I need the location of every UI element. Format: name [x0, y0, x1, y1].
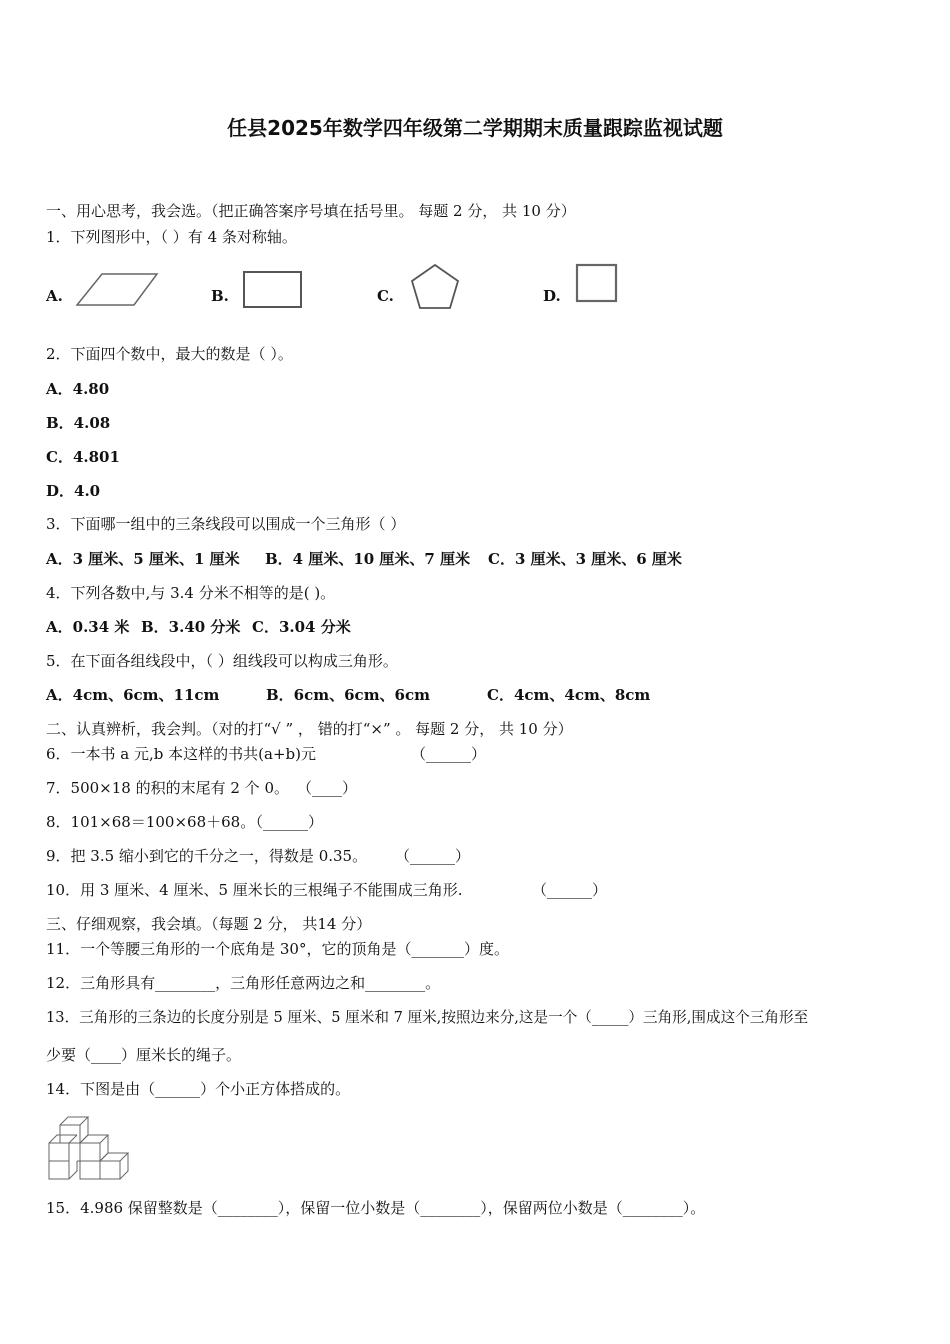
q3-option-a: A．3 厘米、5 厘米、1 厘米 — [46, 550, 240, 568]
rectangle-icon — [242, 270, 304, 310]
question-2: 2．下面四个数中，最大的数是（ ）。 — [46, 345, 293, 363]
q2-option-b: B．4.08 — [46, 414, 111, 432]
question-4: 4．下列各数中,与 3.4 分米不相等的是( )。 — [46, 584, 336, 602]
question-9: 9．把 3.5 缩小到它的千分之一，得数是 0.35。 — [46, 847, 368, 865]
question-3: 3．下面哪一组中的三条线段可以围成一个三角形（ ） — [46, 515, 406, 533]
q2-option-c: C．4.801 — [46, 448, 120, 466]
q5-option-c: C．4cm、4cm、8cm — [487, 686, 651, 704]
q1-option-b-label: B. — [211, 287, 229, 305]
q6-answer-slot[interactable]: （______） — [411, 745, 487, 763]
q9-answer-slot[interactable]: （______） — [395, 847, 471, 865]
q3-option-c: C．3 厘米、3 厘米、6 厘米 — [488, 550, 682, 568]
q8-answer-slot[interactable]: （______） — [248, 813, 324, 831]
q1-option-c-label: C. — [377, 287, 394, 305]
question-7: 7．500×18 的积的末尾有 2 个 0。 — [46, 779, 289, 797]
page-title: 任县2025年数学四年级第二学期期末质量跟踪监视试题 — [227, 116, 723, 140]
question-1: 1．下列图形中，（ ）有 4 条对称轴。 — [46, 228, 297, 246]
question-13-line-1: 13．三角形的三条边的长度分别是 5 厘米、5 厘米和 7 厘米,按照边来分,这是一个（_____）三角形,围成这个三角形至 — [46, 1009, 809, 1026]
question-10: 10．用 3 厘米、4 厘米、5 厘米长的三根绳子不能围成三角形. — [46, 881, 463, 899]
question-14: 14．下图是由（______）个小正方体搭成的。 — [46, 1080, 351, 1098]
stacked-cubes-figure — [46, 1112, 132, 1182]
section-1-heading: 一、用心思考，我会选。（把正确答案序号填在括号里。 每题 2 分， 共 10 分） — [46, 202, 576, 220]
square-icon — [575, 263, 619, 303]
pentagon-icon — [410, 263, 460, 311]
parallelogram-icon — [74, 272, 160, 308]
section-3-heading: 三、仔细观察，我会填。（每题 2 分， 共14 分） — [46, 915, 372, 933]
q5-option-a: A．4cm、6cm、11cm — [46, 686, 220, 704]
question-12: 12．三角形具有________，三角形任意两边之和________。 — [46, 974, 441, 992]
q4-option-b: B．3.40 分米 — [141, 618, 241, 636]
question-5: 5．在下面各组线段中，（ ）组线段可以构成三角形。 — [46, 652, 398, 670]
question-8: 8．101×68＝100×68＋68。 — [46, 813, 256, 831]
question-11: 11．一个等腰三角形的一个底角是 30°，它的顶角是（_______）度。 — [46, 940, 509, 958]
section-2-heading: 二、认真辨析，我会判。（对的打“√ ” ， 错的打“×” 。 每题 2 分， 共 10 分） — [46, 720, 573, 738]
q4-option-a: A．0.34 米 — [46, 618, 130, 636]
q1-option-a-label: A. — [46, 287, 63, 305]
q5-option-b: B．6cm、6cm、6cm — [266, 686, 431, 704]
q7-answer-slot[interactable]: （____） — [297, 779, 358, 797]
q1-option-d-label: D. — [543, 287, 561, 305]
q2-option-d: D．4.0 — [46, 482, 101, 500]
question-13-line-2: 少要（____）厘米长的绳子。 — [46, 1046, 242, 1064]
question-15: 15．4.986 保留整数是（________），保留一位小数是（________），保留两位小数是（________）。 — [46, 1199, 706, 1217]
q4-option-c: C．3.04 分米 — [252, 618, 351, 636]
q3-option-b: B．4 厘米、10 厘米、7 厘米 — [265, 550, 471, 568]
q10-answer-slot[interactable]: （______） — [532, 881, 608, 899]
question-6: 6．一本书 a 元,b 本这样的书共(a+b)元 — [46, 745, 316, 763]
q2-option-a: A．4.80 — [46, 380, 110, 398]
